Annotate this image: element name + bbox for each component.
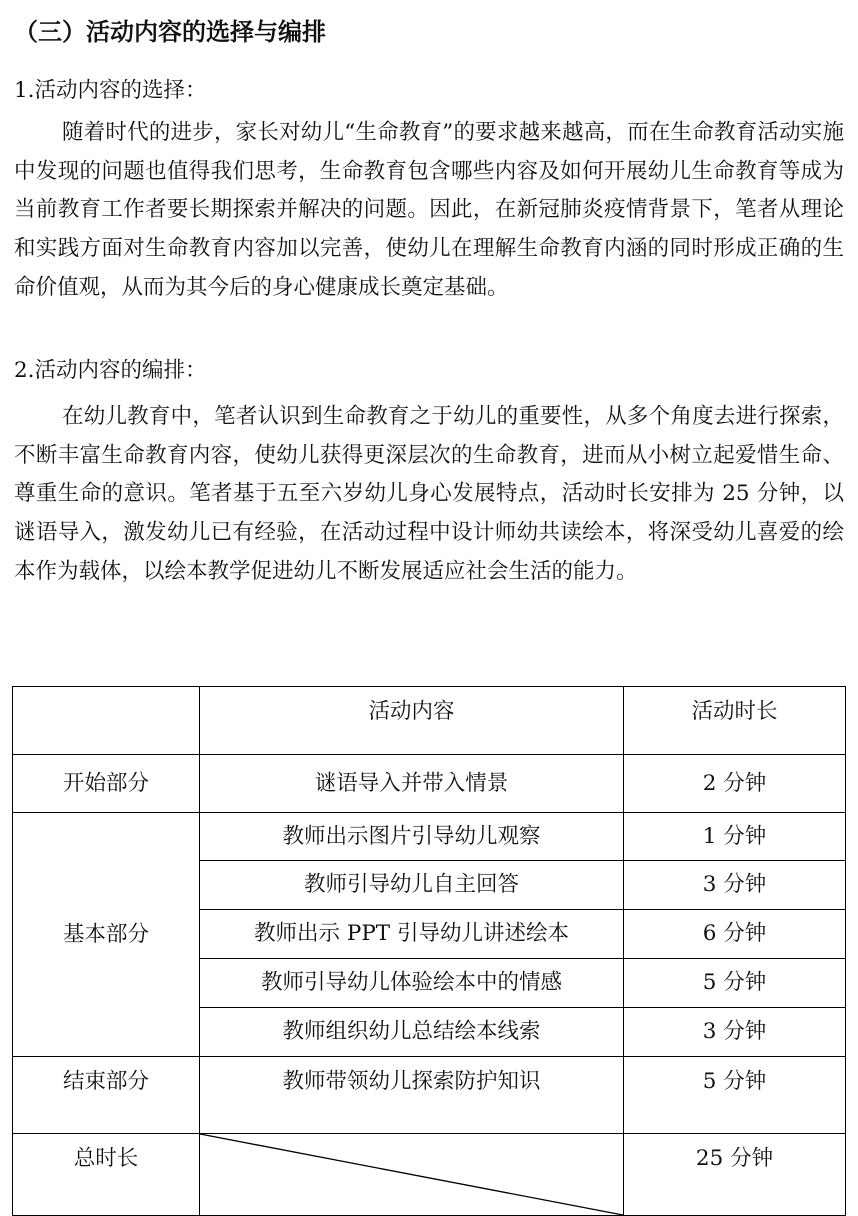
activity-schedule-table	[12, 686, 846, 1216]
content-cell-basic-5: 教师组织幼儿总结绘本线索	[200, 1008, 624, 1057]
duration-cell-basic-2: 3 分钟	[624, 861, 846, 910]
table-row-total	[13, 1134, 846, 1216]
header-stage-cell	[13, 687, 200, 755]
header-content-cell: 活动内容	[200, 687, 624, 755]
content-cell-end: 教师带领幼儿探索防护知识	[200, 1057, 624, 1134]
stage-cell-basic: 基本部分	[13, 813, 200, 1057]
content-cell-basic-1: 教师出示图片引导幼儿观察	[200, 813, 624, 861]
content-cell-basic-4: 教师引导幼儿体验绘本中的情感	[200, 959, 624, 1008]
duration-cell-basic-1: 1 分钟	[624, 813, 846, 861]
stage-cell-end: 结束部分	[13, 1057, 200, 1134]
table-row-end	[13, 1057, 846, 1134]
subheading-content-selection: 1.活动内容的选择：	[14, 78, 207, 103]
stage-cell-total: 总时长	[13, 1134, 200, 1216]
stage-cell-start: 开始部分	[13, 755, 200, 813]
section-heading: （三）活动内容的选择与编排	[14, 18, 326, 46]
duration-cell-start: 2 分钟	[624, 755, 846, 813]
paragraph-content-arrangement: 在幼儿教育中，笔者认识到生命教育之于幼儿的重要性，从多个角度去进行探索，不断丰富生命教育内容，使幼儿获得更深层次的生命教育，进而从小树立起爱惜生命、尊重生命的意识。笔者基于五至六岁幼儿身心发展特点，活动时长安排为 25 分钟，以谜语导入，激发幼儿已有经验，在活动过程中设计师幼共读绘本，将深受幼儿喜爱的绘本作为载体，以绘本教学促进幼儿不断发展适应社会生活的能力。	[14, 404, 844, 584]
table-row-start	[13, 755, 846, 813]
duration-cell-end: 5 分钟	[624, 1057, 846, 1134]
duration-cell-basic-4: 5 分钟	[624, 959, 846, 1008]
paragraph-content-selection: 随着时代的进步，家长对幼儿“生命教育”的要求越来越高，而在生命教育活动实施中发现的问题也值得我们思考，生命教育包含哪些内容及如何开展幼儿生命教育等成为当前教育工作者要长期探索并解决的问题。因此，在新冠肺炎疫情背景下，笔者从理论和实践方面对生命教育内容加以完善，使幼儿在理解生命教育内涵的同时形成正确的生命价值观，从而为其今后的身心健康成长奠定基础。	[14, 120, 844, 300]
header-duration-cell: 活动时长	[624, 687, 846, 755]
duration-cell-total: 25 分钟	[624, 1134, 846, 1216]
duration-cell-basic-5: 3 分钟	[624, 1008, 846, 1057]
duration-cell-basic-3: 6 分钟	[624, 910, 846, 959]
table-row-basic-1	[13, 813, 846, 861]
content-cell-basic-2: 教师引导幼儿自主回答	[200, 861, 624, 910]
diagonal-line	[200, 1134, 623, 1215]
content-cell-basic-3: 教师出示 PPT 引导幼儿讲述绘本	[200, 910, 624, 959]
subheading-content-arrangement: 2.活动内容的编排：	[14, 358, 207, 383]
diagonal-empty-cell	[200, 1134, 624, 1216]
content-cell-start: 谜语导入并带入情景	[200, 755, 624, 813]
table-header-row	[13, 687, 846, 755]
